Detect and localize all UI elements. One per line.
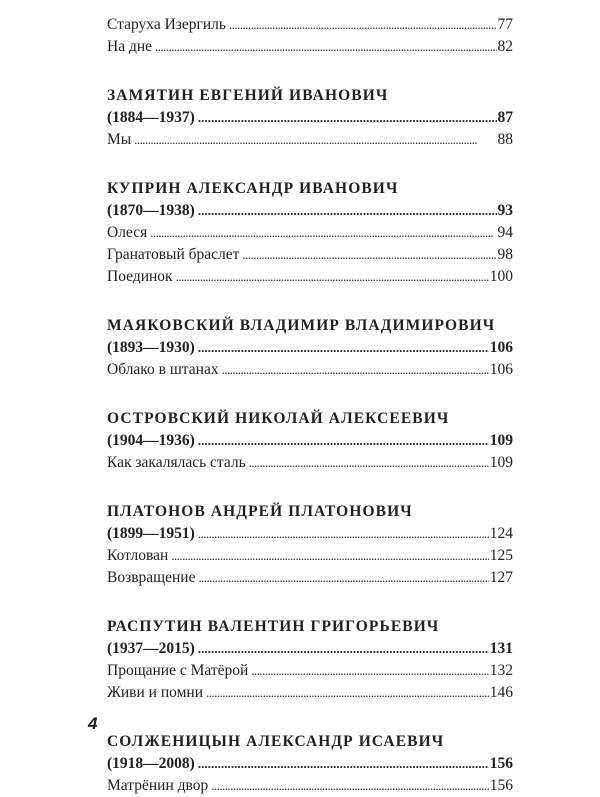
author-page: 156 [489, 755, 513, 772]
author-section [107, 408, 513, 474]
author-name: ЗАМЯТИН ЕВГЕНИЙ ИВАНОВИЧ [107, 87, 389, 104]
toc-entry[interactable] [107, 14, 513, 36]
entry-title: Матрёнин двор [107, 777, 209, 794]
dot-leader [176, 266, 489, 288]
dot-leader [198, 337, 489, 359]
author-page: 131 [489, 640, 513, 657]
author-years-entry[interactable] [107, 753, 513, 775]
entry-page: 156 [489, 777, 513, 794]
author-years: (1937—2015) [107, 640, 195, 657]
entry-page: 127 [489, 569, 513, 586]
toc-entry[interactable] [107, 266, 513, 288]
author-years-entry[interactable] [107, 430, 513, 452]
toc-entry[interactable] [107, 222, 513, 244]
author-years: (1904—1936) [107, 432, 195, 449]
entry-title: Как закалялась сталь [107, 454, 246, 471]
toc-entry[interactable] [107, 129, 513, 151]
dot-leader [155, 36, 496, 58]
dot-leader [198, 107, 497, 129]
author-years: (1918—2008) [107, 755, 195, 772]
entry-page: 100 [489, 268, 513, 285]
dot-leader [198, 753, 489, 775]
dot-leader [198, 430, 489, 452]
table-of-contents [107, 14, 513, 797]
entry-title: Котлован [107, 547, 169, 564]
author-years: (1899—1951) [107, 525, 195, 542]
entry-title: Гранатовый браслет [107, 246, 240, 263]
dot-leader [206, 682, 489, 704]
toc-entry[interactable] [107, 567, 513, 589]
entry-page: 125 [489, 547, 513, 564]
author-years: (1893—1930) [107, 339, 195, 356]
author-section [107, 616, 513, 704]
toc-entry[interactable] [107, 452, 513, 474]
entry-title: Олеся [107, 224, 148, 241]
entry-page: 98 [497, 246, 513, 263]
author-years: (1884—1937) [107, 109, 195, 126]
entry-page: 77 [497, 16, 513, 33]
entry-page: 132 [489, 662, 513, 679]
author-years: (1870—1938) [107, 202, 195, 219]
author-page: 124 [489, 525, 513, 542]
author-page: 93 [497, 202, 513, 219]
author-years-entry[interactable] [107, 107, 513, 129]
author-page: 109 [489, 432, 513, 449]
entry-page: 106 [489, 361, 513, 378]
toc-entry[interactable] [107, 775, 513, 797]
author-years-entry[interactable] [107, 337, 513, 359]
author-years-entry[interactable] [107, 200, 513, 222]
entry-title: Старуха Изергиль [107, 16, 226, 33]
entry-title: На дне [107, 38, 153, 55]
dot-leader [229, 14, 497, 36]
dot-leader [211, 775, 489, 797]
dot-leader [134, 129, 496, 151]
dot-leader [171, 545, 488, 567]
toc-entry[interactable] [107, 244, 513, 266]
dot-leader [150, 222, 496, 244]
dot-leader [251, 660, 488, 682]
entry-title: Возвращение [107, 569, 196, 586]
entry-title: Прощание с Матёрой [107, 662, 249, 679]
author-name: СОЛЖЕНИЦЫН АЛЕКСАНДР ИСАЕВИЧ [107, 733, 445, 750]
author-years-entry[interactable] [107, 523, 513, 545]
author-section [107, 178, 513, 288]
dot-leader [222, 359, 489, 381]
toc-entry[interactable] [107, 682, 513, 704]
entry-page: 88 [497, 131, 513, 148]
author-name: КУПРИН АЛЕКСАНДР ИВАНОВИЧ [107, 180, 399, 197]
entry-title: Живи и помни [107, 684, 203, 701]
author-page: 106 [489, 339, 513, 356]
author-name: ПЛАТОНОВ АНДРЕЙ ПЛАТОНОВИЧ [107, 503, 413, 520]
author-name: РАСПУТИН ВАЛЕНТИН ГРИГОРЬЕВИЧ [107, 618, 440, 635]
dot-leader [242, 244, 496, 266]
toc-entry[interactable] [107, 36, 513, 58]
author-page: 87 [497, 109, 513, 126]
entry-page: 146 [489, 684, 513, 701]
entry-title: Поединок [107, 268, 173, 285]
author-section [107, 731, 513, 797]
entry-page: 94 [497, 224, 513, 241]
entry-page: 109 [489, 454, 513, 471]
dot-leader [198, 523, 489, 545]
dot-leader [198, 638, 489, 660]
entry-title: Мы [107, 131, 132, 148]
dot-leader [198, 200, 497, 222]
dot-leader [249, 452, 489, 474]
author-section [107, 501, 513, 589]
author-years-entry[interactable] [107, 638, 513, 660]
page-number: 4 [88, 714, 98, 733]
author-name: МАЯКОВСКИЙ ВЛАДИМИР ВЛАДИМИРОВИЧ [107, 317, 496, 334]
entry-title: Облако в штанах [107, 361, 219, 378]
author-section [107, 85, 513, 151]
dot-leader [198, 567, 488, 589]
toc-entry[interactable] [107, 660, 513, 682]
author-section [107, 315, 513, 381]
toc-entry[interactable] [107, 545, 513, 567]
entry-page: 82 [497, 38, 513, 55]
toc-entry[interactable] [107, 359, 513, 381]
author-name: ОСТРОВСКИЙ НИКОЛАЙ АЛЕКСЕЕВИЧ [107, 410, 450, 427]
